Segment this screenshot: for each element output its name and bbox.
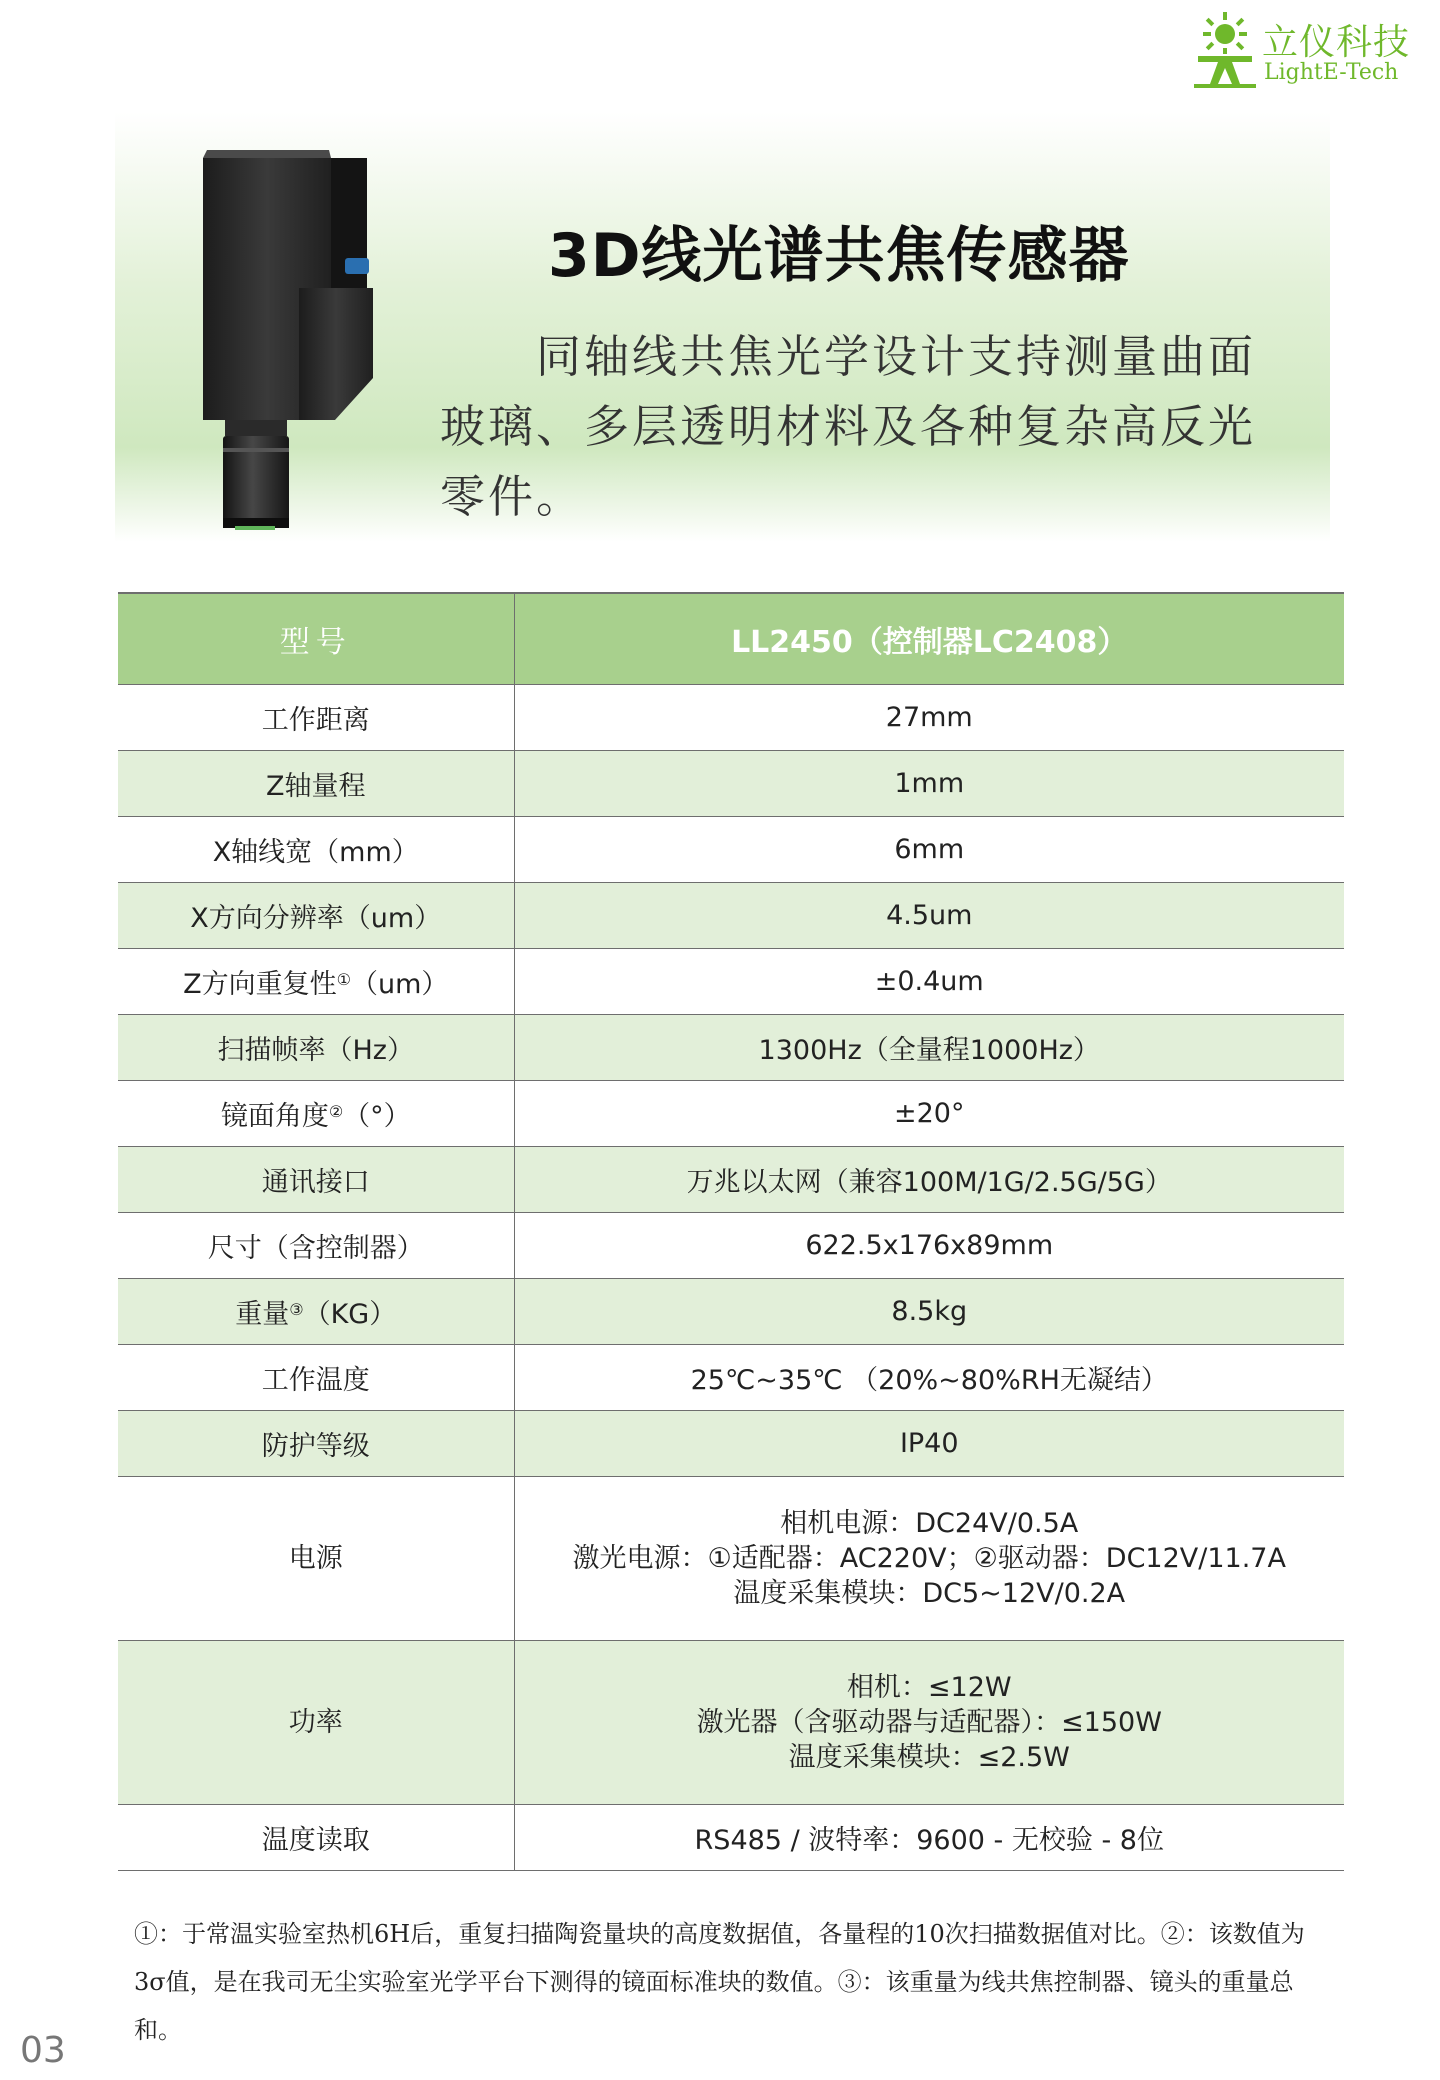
spec-label xyxy=(118,1147,514,1213)
product-title: 3D线光谱共焦传感器 xyxy=(548,221,1130,291)
spec-label xyxy=(118,883,514,949)
spec-value-line: 25℃~35℃ （20%~80%RH无凝结） xyxy=(690,1365,1168,1396)
spec-value xyxy=(514,817,1344,883)
spec-label xyxy=(118,1015,514,1081)
spec-value-line: 相机：≤12W xyxy=(846,1672,1012,1703)
spec-value-line: 1300Hz（全量程1000Hz） xyxy=(758,1035,1100,1066)
spec-value xyxy=(514,1015,1344,1081)
product-description: 同轴线共焦光学设计支持测量曲面玻璃、多层透明材料及各种复杂高反光零件。 xyxy=(440,330,1257,523)
table-row xyxy=(118,1411,1344,1477)
table-row xyxy=(118,1345,1344,1411)
spec-label xyxy=(118,1411,514,1477)
spec-label-text: 重量 xyxy=(235,1299,290,1330)
spec-value-line: 8.5kg xyxy=(891,1296,968,1327)
spec-value xyxy=(514,1279,1344,1345)
spec-label-text: Z轴量程 xyxy=(266,771,366,802)
table-row xyxy=(118,751,1344,817)
spec-value xyxy=(514,1147,1344,1213)
spec-value xyxy=(514,1805,1344,1871)
spec-label-text: X方向分辨率（um） xyxy=(190,903,442,934)
spec-value xyxy=(514,1081,1344,1147)
spec-label xyxy=(118,751,514,817)
spec-label-text: 工作距离 xyxy=(261,705,370,736)
table-row xyxy=(118,1477,1344,1641)
table-row xyxy=(118,883,1344,949)
spec-value-line: ±0.4um xyxy=(874,966,984,997)
spec-label-text: 防护等级 xyxy=(261,1431,370,1462)
table-row xyxy=(118,1805,1344,1871)
spec-label-text: Z方向重复性 xyxy=(183,969,337,1000)
spec-label xyxy=(118,1279,514,1345)
footnotes: ①：于常温实验室热机6H后，重复扫描陶瓷量块的高度数据值，各量程的10次扫描数据值对比。②：该数值为3σ值，是在我司无尘实验室光学平台下测得的镜面标准块的数值。③：该重量为线共焦控制器、镜头的重量总和。 xyxy=(134,1920,1305,2044)
spec-value-line: 6mm xyxy=(894,834,965,865)
spec-value-line: 27mm xyxy=(885,702,973,733)
footnote-marker: ② xyxy=(328,1102,344,1121)
table-row xyxy=(118,949,1344,1015)
spec-label-text: 通讯接口 xyxy=(261,1167,370,1198)
spec-value xyxy=(514,949,1344,1015)
spec-label xyxy=(118,949,514,1015)
spec-value xyxy=(514,883,1344,949)
table-row xyxy=(118,685,1344,751)
table-row xyxy=(118,1641,1344,1805)
spec-value xyxy=(514,1411,1344,1477)
spec-label-text: 温度读取 xyxy=(261,1825,370,1856)
spec-value-line: 1mm xyxy=(894,768,965,799)
brand-name-en: LightE-Tech xyxy=(1264,60,1399,85)
spec-value-line: 温度采集模块：DC5~12V/0.2A xyxy=(733,1578,1126,1609)
spec-label-text: X轴线宽（mm） xyxy=(212,837,419,868)
sun-person-logo-icon xyxy=(1190,12,1260,90)
spec-label-text: 镜面角度 xyxy=(220,1101,329,1132)
spec-label xyxy=(118,1345,514,1411)
spec-label-text: 扫描帧率（Hz） xyxy=(217,1035,414,1066)
spec-value xyxy=(514,751,1344,817)
spec-table-body xyxy=(118,685,1344,1871)
brand-logo xyxy=(1190,12,1420,90)
spec-label-text: 工作温度 xyxy=(261,1365,370,1396)
spec-value xyxy=(514,1477,1344,1641)
page-number: 03 xyxy=(20,2030,66,2071)
spec-label-unit: （°） xyxy=(343,1101,411,1132)
table-header-row xyxy=(118,593,1344,685)
spec-label xyxy=(118,685,514,751)
spec-label xyxy=(118,1641,514,1805)
spec-value-line: 激光器（含驱动器与适配器）：≤150W xyxy=(696,1707,1162,1738)
spec-table xyxy=(118,592,1344,1871)
spec-value-line: ±20° xyxy=(894,1098,965,1129)
table-row xyxy=(118,1015,1344,1081)
spec-value xyxy=(514,1213,1344,1279)
spec-value-line: 温度采集模块：≤2.5W xyxy=(788,1742,1070,1773)
spec-label-text: 电源 xyxy=(288,1543,343,1574)
table-row xyxy=(118,1279,1344,1345)
spec-value xyxy=(514,685,1344,751)
spec-value-line: 万兆以太网（兼容100M/1G/2.5G/5G） xyxy=(686,1167,1172,1198)
table-row xyxy=(118,1213,1344,1279)
spec-value xyxy=(514,1345,1344,1411)
spec-value-line: 激光电源：①适配器：AC220V；②驱动器：DC12V/11.7A xyxy=(572,1543,1286,1574)
spec-value-line: 4.5um xyxy=(886,900,973,931)
spec-value-line: RS485 / 波特率：9600 - 无校验 - 8位 xyxy=(694,1825,1164,1856)
spec-label xyxy=(118,1805,514,1871)
spec-label xyxy=(118,1477,514,1641)
spec-label xyxy=(118,1213,514,1279)
table-row xyxy=(118,817,1344,883)
footnote-marker: ③ xyxy=(289,1300,304,1319)
spec-label-text: 功率 xyxy=(288,1707,343,1738)
header-label: 型号 xyxy=(118,593,514,685)
spec-value-line: 622.5x176x89mm xyxy=(805,1230,1054,1261)
spec-label xyxy=(118,1081,514,1147)
brand-name-cn: 立仪科技 xyxy=(1262,22,1411,63)
header-model: LL2450（控制器LC2408） xyxy=(514,593,1344,685)
footnote-marker: ① xyxy=(336,970,351,989)
spec-value-line: IP40 xyxy=(899,1428,959,1459)
spec-label-unit: （um） xyxy=(350,969,449,1000)
spec-label-text: 尺寸（含控制器） xyxy=(207,1233,424,1264)
sensor-product-image xyxy=(195,148,380,533)
spec-value xyxy=(514,1641,1344,1805)
table-row xyxy=(118,1081,1344,1147)
table-row xyxy=(118,1147,1344,1213)
spec-label xyxy=(118,817,514,883)
spec-label-unit: （KG） xyxy=(303,1299,397,1330)
spec-value-line: 相机电源：DC24V/0.5A xyxy=(780,1508,1079,1539)
